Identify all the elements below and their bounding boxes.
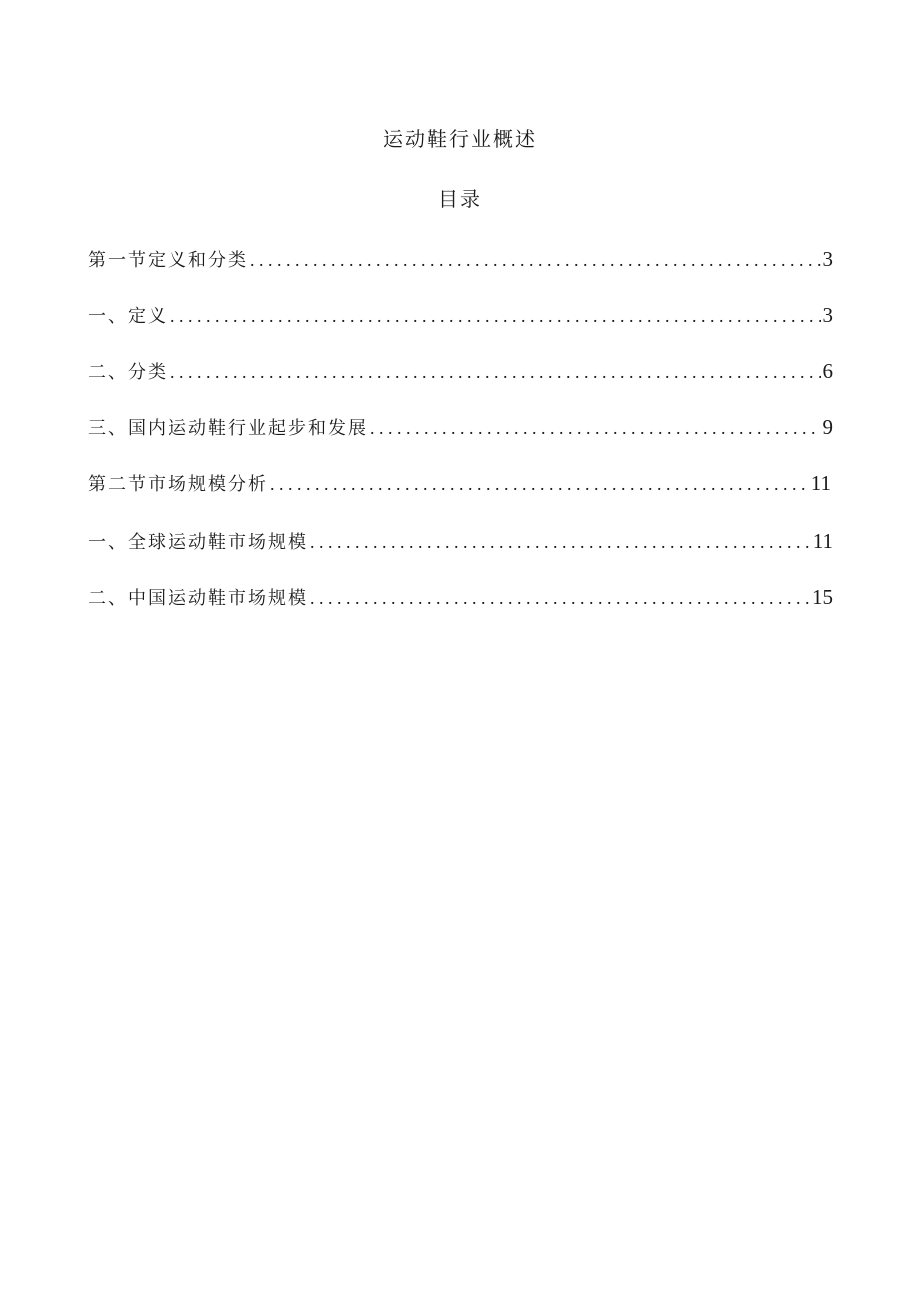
toc-entry-label: 二、中国运动鞋市场规模 [88,588,308,609]
toc-entry-page-number: 15 [812,585,833,609]
toc-entry-classification[interactable] [88,357,833,385]
toc-entry-label: 一、全球运动鞋市场规模 [88,532,308,553]
toc-entry-label: 三、国内运动鞋行业起步和发展 [88,418,368,439]
toc-dot-leader [370,414,821,442]
toc-entry-definition[interactable] [88,301,833,329]
toc-dot-leader [250,246,821,274]
toc-entry-label: 第二节市场规模分析 [88,474,268,495]
toc-dot-leader [270,470,809,498]
toc-heading: 目录 [438,187,482,211]
toc-entry-label: 第一节定义和分类 [88,250,248,271]
toc-dot-leader [170,302,821,330]
toc-entry-china-market-size[interactable] [88,583,833,611]
toc-entry-section-1[interactable] [88,245,833,273]
toc-entry-page-number: 11 [810,471,831,495]
toc-dot-leader [170,358,821,386]
toc-entry-page-number: 11 [812,529,833,553]
toc-dot-leader [310,528,811,556]
toc-entry-global-market-size[interactable] [88,527,833,555]
toc-entry-label: 一、定义 [88,306,168,327]
toc-entry-page-number: 3 [822,303,833,327]
toc-entry-label: 二、分类 [88,362,168,383]
toc-entry-page-number: 3 [822,247,833,271]
toc-entry-page-number: 9 [822,415,833,439]
toc-entry-page-number: 6 [822,359,833,383]
document-title: 运动鞋行业概述 [383,127,537,151]
toc-entry-domestic-development[interactable] [88,413,833,441]
toc-dot-leader [310,584,810,612]
toc-entry-section-2[interactable] [88,469,831,497]
